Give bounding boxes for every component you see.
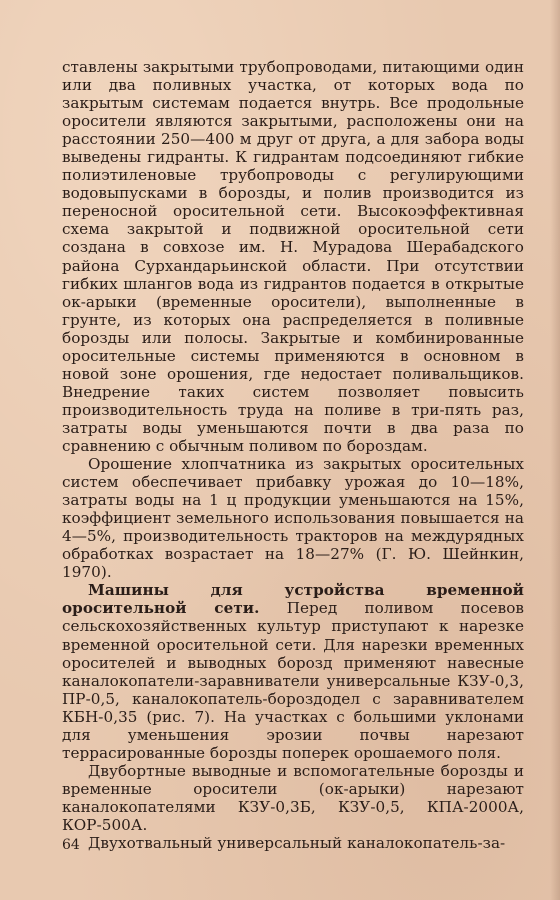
paragraph-5: Двухотвальный универсальный каналокопатель-за- — [88, 834, 506, 853]
paragraph-4: Двубортные выводные и вспомогательные борозды и временные оросители (ок-арыки) нарезают каналокопателями КЗУ-0,3Б, КЗУ-0,5, КПА-2000А, КОР-500А. — [62, 761, 524, 834]
page-number: 64 — [62, 837, 80, 853]
paragraph-2: Орошение хлопчатника из закрытых оросительных систем обеспечивает прибавку урожая до 10—18%, затраты воды на 1 ц продукции уменьшаются на 15%, коэффициент земельного использования повышается на 4—5%, производительность тракторов на междурядных обработках возрастает на 18—27% (Г. Ю. Шейнкин, 1970). — [62, 455, 524, 582]
page-edge-shadow — [550, 0, 560, 900]
section-heading: Машины для устройства временной оросительной сети. — [62, 581, 524, 618]
paragraph-3-text: Перед поливом посевов сельскохозяйственных культур приступают к нарезке временной оросительной сети. Для нарезки временных оросителей и выводных борозд применяют навесные каналокопатели-заравниватели универсальные КЗУ-0,3, ПР-0,5, каналокопатель-бороздодел с заравнивателем КБН-0,35 (рис. 7). На участках с большими уклонами для уменьшения эрозии почвы нарезают террасированные борозды поперек орошаемого поля. — [62, 599, 524, 762]
paragraph-3 — [62, 581, 524, 761]
paragraph-1: ставлены закрытыми трубопроводами, питающими один или два поливных участка, от которых вода по закрытым системам подается внутрь. Все продольные оросители являются закрытыми, расположены они на расстоянии 250—400 м друг от друга, а для забора воды выведены гидранты. К гидрантам подсоединяют гибкие полиэтиленовые трубопроводы с регулирующими водовыпусками в борозды, и полив производится из переносной оросительной сети. Высокоэффективная схема закрытой и подвижной оросительной сети создана в совхозе им. Н. Мурадова Шерабадского района Сурхандарьинской области. При отсутствии гибких шлангов вода из гидрантов подается в открытые ок-арыки (временные оросители), выполненные в грунте, из которых она распределяется в поливные борозды или полосы. Закрытые и комбинированные оросительные системы применяются в основном в новой зоне орошения, где недостает поливальщиков. Внедрение таких систем позволяет повысить производительность труда на поливе в три-пять раз, затраты воды уменьшаются почти в два раза по сравнению с обычным поливом по бороздам. — [62, 58, 524, 455]
page-body — [62, 58, 524, 852]
